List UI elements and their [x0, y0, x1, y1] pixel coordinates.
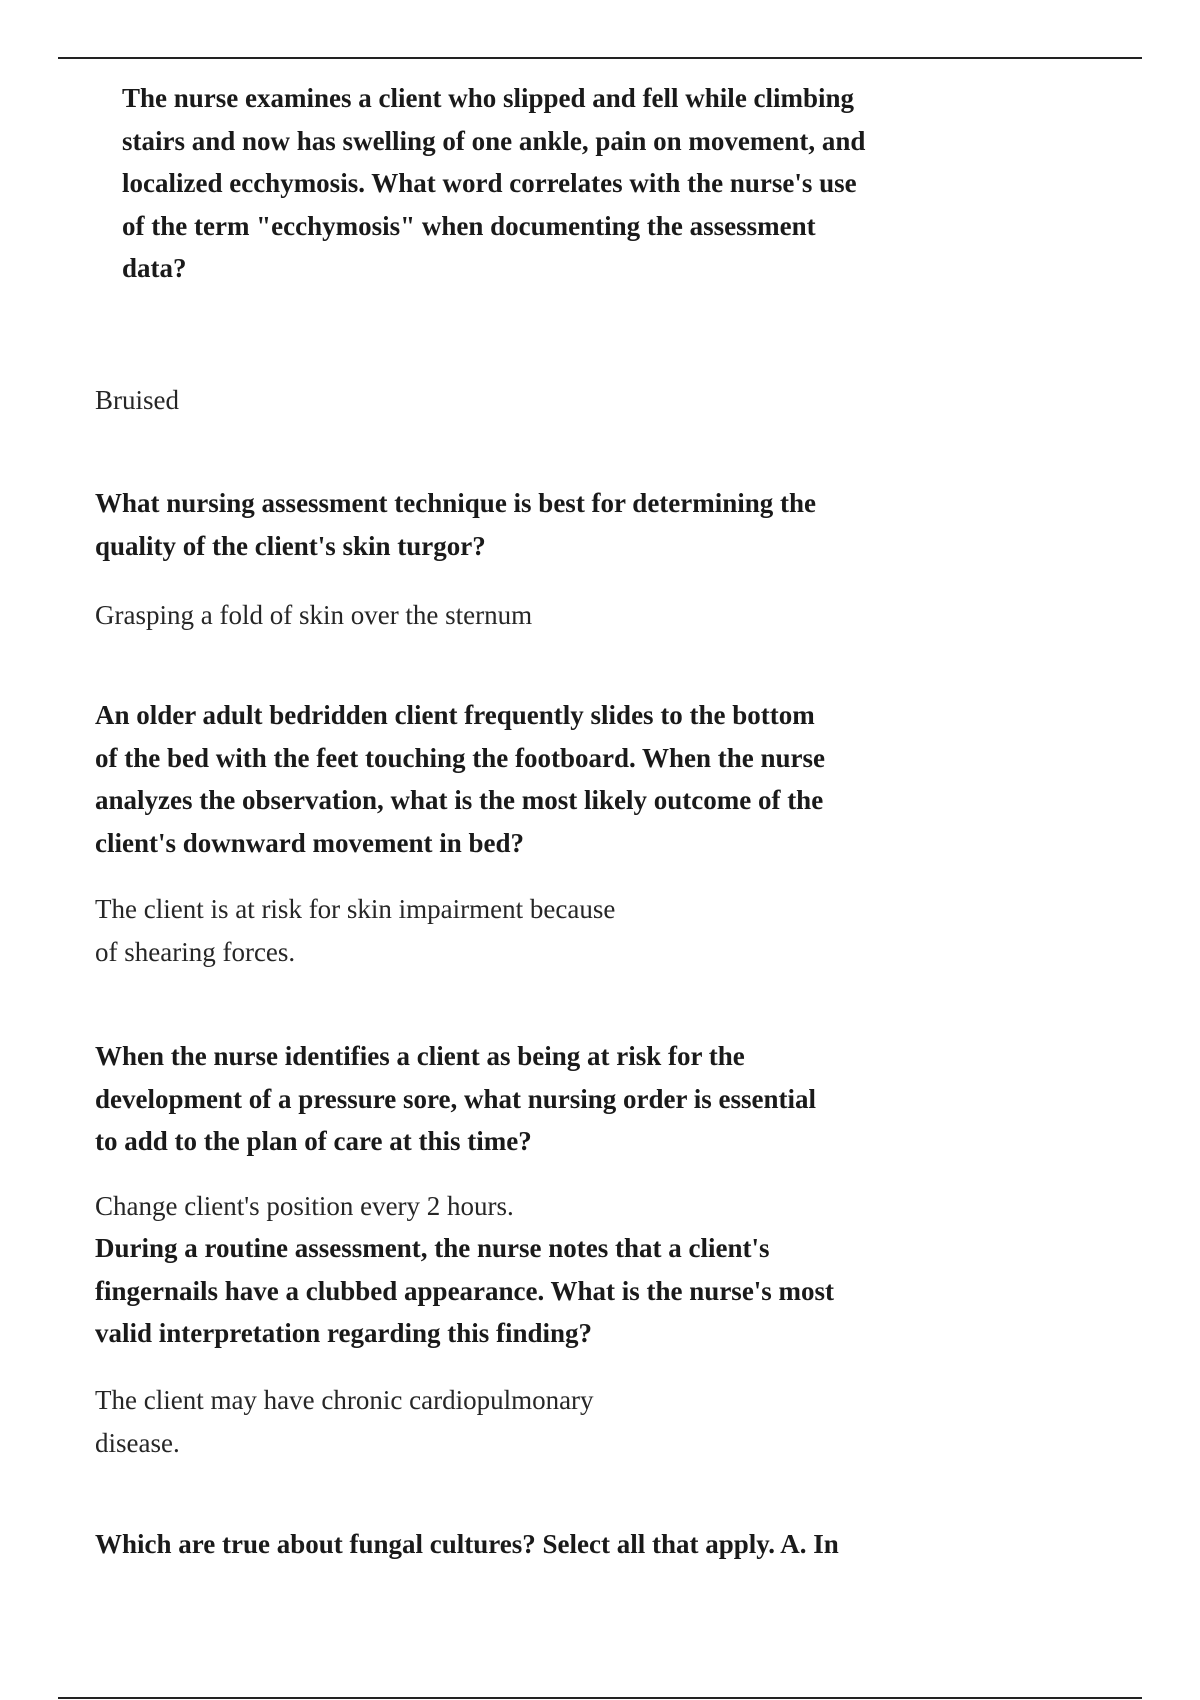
- answer-1: Bruised: [95, 385, 179, 415]
- answer-4: Change client's position every 2 hours.: [95, 1191, 514, 1221]
- answer-5: The client may have chronic cardiopulmonary disease.: [95, 1385, 594, 1458]
- answer-3: The client is at risk for skin impairment because of shearing forces.: [95, 894, 616, 967]
- answer-2: Grasping a fold of skin over the sternum: [95, 600, 533, 630]
- question-2: What nursing assessment technique is best for determining the quality of the client's skin turgor?: [95, 488, 817, 561]
- bottom-divider: [58, 1697, 1142, 1699]
- question-1: The nurse examines a client who slipped and fell while climbing stairs and now has swelling of one ankle, pain on movement, and localized ecchymosis. What word correlates with the nurse's use of the term "ecchymosis" when documenting the assessment data?: [122, 83, 866, 283]
- question-6: Which are true about fungal cultures? Select all that apply. A. In: [95, 1529, 839, 1559]
- question-3: An older adult bedridden client frequently slides to the bottom of the bed with the feet touching the footboard. When the nurse analyzes the observation, what is the most likely outcome of the client's downward movement in bed?: [95, 700, 825, 858]
- question-4: When the nurse identifies a client as being at risk for the development of a pressure sore, what nursing order is essential to add to the plan of care at this time?: [95, 1041, 816, 1156]
- top-divider: [58, 57, 1142, 59]
- question-5: During a routine assessment, the nurse notes that a client's fingernails have a clubbed appearance. What is the nurse's most valid interpretation regarding this finding?: [95, 1233, 835, 1348]
